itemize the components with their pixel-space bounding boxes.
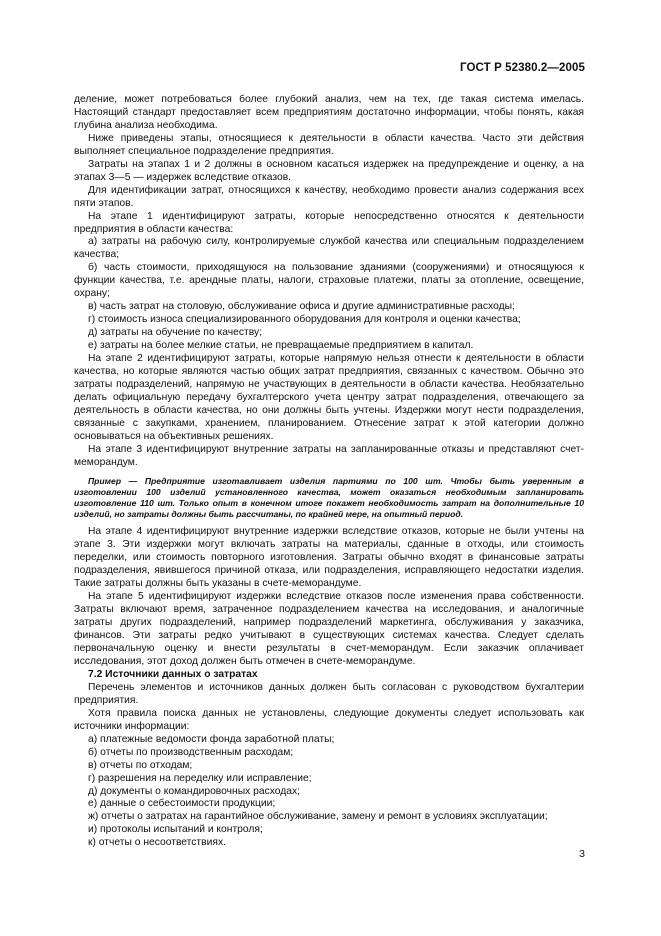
paragraph: На этапе 1 идентифицируют затраты, которые непосредственно относятся к деятельности предприятия в области качества: (74, 210, 584, 235)
paragraph: Хотя правила поиска данных не установлены, следующие документы следует использовать как источники информации: (74, 707, 584, 732)
paragraph: На этапе 5 идентифицируют издержки вследствие отказов после изменения права собственности. Затраты включают время, затраченное подразделением качества на исследования, и аналогичные затраты других подразделений, например подразделений маркетинга, обслуживания у заказчика, финансов. Эти затраты редко учитывают в существующих системах качества. Следует сделать первоначальную оценку и внести результаты в счет-меморандум. Если заказчик оплачивает исследования, этот доход должен быть отмечен в счете-меморандуме. (74, 591, 584, 667)
list-item: е) данные о себестоимости продукции; (88, 798, 276, 810)
list-item: в) часть затрат на столовую, обслуживание офиса и другие административные расходы; (88, 301, 515, 313)
paragraph: На этапе 3 идентифицируют внутренние затраты на запланированные отказы и представляют счет-меморандум. (74, 443, 584, 468)
list-item: г) стоимость износа специализированного оборудования для контроля и оценки качества; (88, 314, 521, 326)
paragraph: Перечень элементов и источников данных должен быть согласован с руководством бухгалтерии предприятия. (74, 681, 584, 706)
list-item: в) отчеты по отходам; (88, 759, 193, 771)
list-item: а) затраты на рабочую силу, контролируемые службой качества или специальным подразделением качества; (74, 236, 584, 261)
list-item: и) протоколы испытаний и контроля; (88, 824, 263, 836)
list-item: к) отчеты о несоответствиях. (88, 837, 226, 849)
list-item: ж) отчеты о затратах на гарантийное обслуживание, замену и ремонт в условиях эксплуатации; (88, 811, 548, 823)
list-item: д) документы о командировочных расходах; (88, 785, 300, 797)
list-item: г) разрешения на переделку или исправление; (88, 772, 312, 784)
paragraph: Для идентификации затрат, относящихся к качеству, необходимо провести анализ содержания всех пяти этапов. (74, 184, 584, 209)
paragraph: Ниже приведены этапы, относящиеся к деятельности в области качества. Часто эти действия выполняет специальное подразделение предприятия. (74, 132, 584, 157)
list-item: б) часть стоимости, приходящуюся на пользование зданиями (сооружениями) и относящуюся к функции качества, т.е. арендные платы, налоги, страховые платежи, платы за отопление, освещение, охрану; (74, 262, 584, 300)
document-body (74, 94, 584, 850)
paragraph: Затраты на этапах 1 и 2 должны в основном касаться издержек на предупреждение и оценку, а на этапах 3—5 — издержек вследствие отказов. (74, 158, 584, 183)
section-heading: 7.2 Источники данных о затратах (88, 668, 258, 680)
example-note: Пример — Предприятие изготавливает изделия партиями по 100 шт. Чтобы быть уверенным в изготовлении 100 изделий установленного качества, может оказаться необходимым запланировать изготовление 110 шт. Только опыт в конечном итоге покажет необходимость затрат на дополнительные 10 изделий, но затраты должны быть рассчитаны, по крайней мере, на опытный период. (74, 475, 584, 520)
document-header: ГОСТ Р 52380.2—2005 (460, 62, 585, 74)
paragraph: На этапе 4 идентифицируют внутренние издержки вследствие отказов, которые не были учтены на этапе 3. Эти издержки могут включать затраты на материалы, сданные в отходы, или стоимость переделки, или стоимость повторного изготовления. Затраты обычно входят в финансовые затраты подразделения, явившегося причиной отказа, или подразделения, исправляющего недостатки изделия. Такие затраты должны быть указаны в счете-меморандуме. (74, 526, 584, 590)
page-number: 3 (579, 848, 585, 860)
paragraph: На этапе 2 идентифицируют затраты, которые напрямую нельзя отнести к деятельности в области качества, но которые являются частью общих затрат предприятия, связанных с качеством. Обычно это затраты подразделений, напрямую не участвующих в деятельности в области качества. Необязательно делать официальную передачу бухгалтерского учета центру затрат подразделения, отвечающего за деятельность в области качества, но они должны быть учтены. Издержки могут нести подразделения, связанные с закупками, хранением, планированием. Отнесение затрат к этой категории должно основываться на объективных решениях. (74, 353, 584, 442)
list-item: е) затраты на более мелкие статьи, не превращаемые предприятием в капитал. (88, 340, 474, 352)
list-item: д) затраты на обучение по качеству; (88, 327, 262, 339)
paragraph: деление, может потребоваться более глубокий анализ, чем на тех, где такая система имелась. Настоящий стандарт предоставляет всем предприятиям достаточно информации, чтобы понять, какая глубина анализа необходима. (74, 94, 584, 131)
list-item: а) платежные ведомости фонда заработной платы; (88, 733, 335, 745)
list-item: б) отчеты по производственным расходам; (88, 746, 294, 758)
